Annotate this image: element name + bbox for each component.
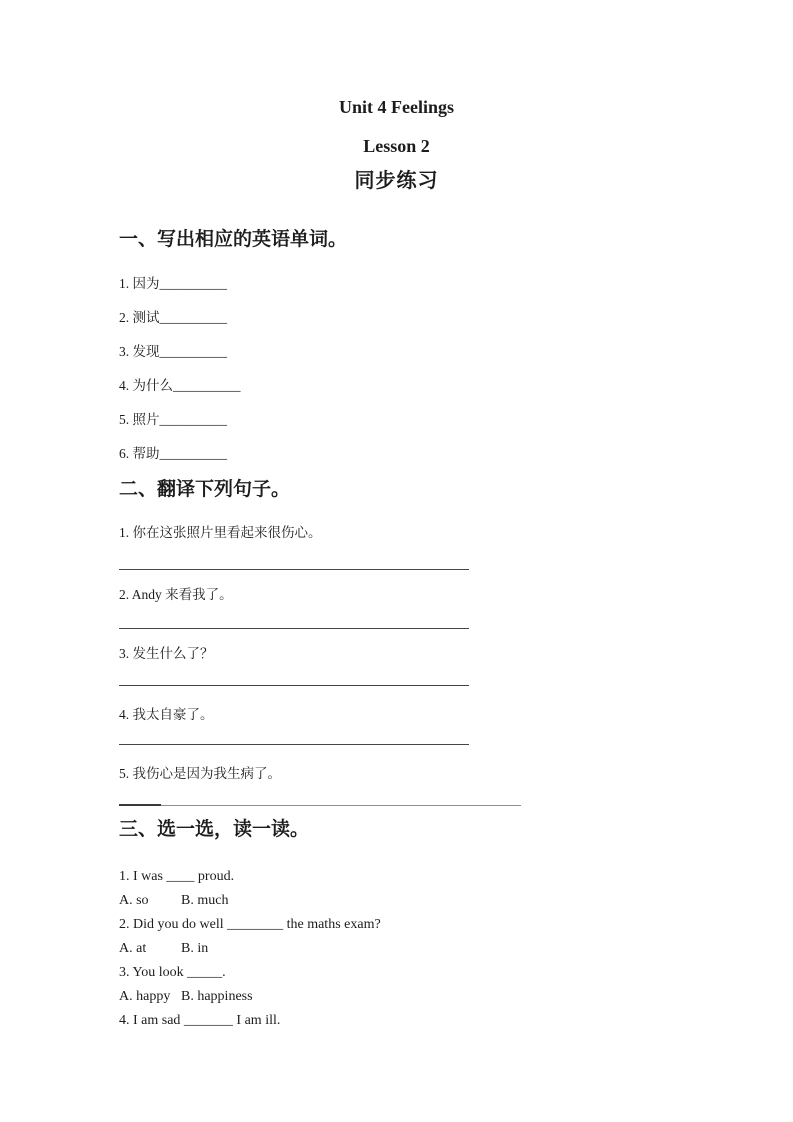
lesson-subtitle: Lesson 2 <box>363 136 430 156</box>
section2-heading: 二、翻译下列句子。 <box>119 479 291 500</box>
choice-question: 4. I am sad _______ I am ill. <box>119 1013 281 1028</box>
option-a: A. so <box>119 893 149 908</box>
option-a: A. happy <box>119 989 171 1004</box>
answer-line <box>119 685 469 686</box>
translate-item: 2. Andy 来看我了。 <box>119 587 233 602</box>
choice-question: 3. You look _____. <box>119 965 226 980</box>
word-blank-item: 4. 为什么__________ <box>119 378 241 393</box>
translate-item: 1. 你在这张照片里看起来很伤心。 <box>119 525 322 540</box>
answer-line-dark-segment <box>119 804 161 806</box>
choice-options <box>119 892 674 909</box>
answer-line <box>119 744 469 745</box>
translate-item: 4. 我太自豪了。 <box>119 707 214 722</box>
section3-heading: 三、选一选，读一读。 <box>119 819 310 840</box>
word-blank-item: 3. 发现__________ <box>119 344 227 359</box>
option-a: A. at <box>119 941 147 956</box>
answer-line <box>119 569 469 570</box>
answer-line <box>119 628 469 629</box>
translate-item: 5. 我伤心是因为我生病了。 <box>119 766 281 781</box>
word-blank-item: 5. 照片__________ <box>119 412 227 427</box>
word-blank-item: 6. 帮助__________ <box>119 446 227 461</box>
document-title: Unit 4 Feelings <box>339 97 454 117</box>
option-b: B. in <box>181 941 209 956</box>
practice-subtitle: 同步练习 <box>354 170 439 192</box>
choice-options <box>119 988 674 1005</box>
choice-question: 2. Did you do well ________ the maths exam? <box>119 917 381 932</box>
choice-question: 1. I was ____ proud. <box>119 869 235 884</box>
word-blank-item: 1. 因为__________ <box>119 276 227 291</box>
answer-line-light-segment <box>161 805 521 806</box>
section1-heading: 一、写出相应的英语单词。 <box>119 229 348 250</box>
option-b: B. much <box>181 893 229 908</box>
word-blank-item: 2. 测试__________ <box>119 310 227 325</box>
choice-options <box>119 940 674 957</box>
option-b: B. happiness <box>181 989 253 1004</box>
translate-item: 3. 发生什么了？ <box>119 646 214 661</box>
